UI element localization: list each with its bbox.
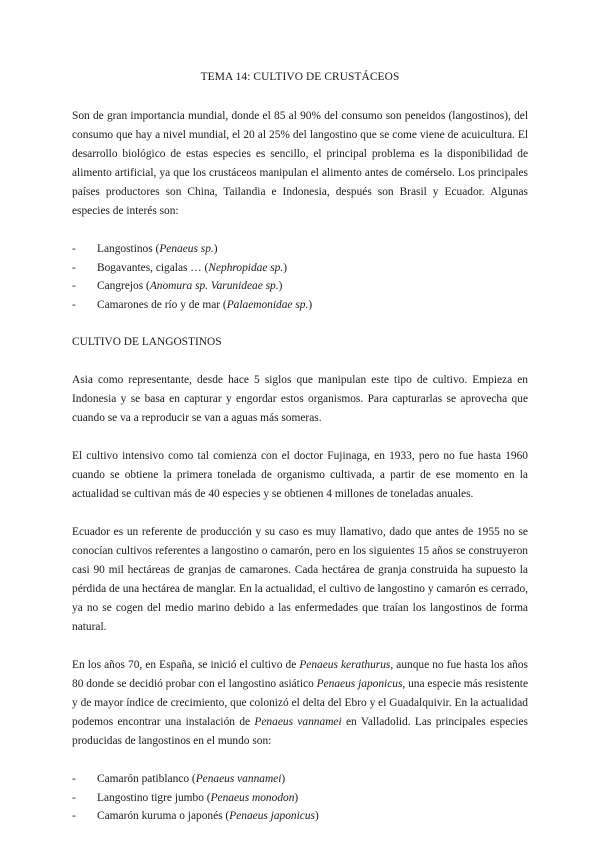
species-list-2 — [72, 770, 528, 826]
dash-bullet: - — [72, 810, 76, 822]
paragraph-intensivo: El cultivo intensivo como tal comienza con el doctor Fujinaga, en 1933, pero no fue hasta 1960 cuando se obtiene la primera tonelada de organismo cultivada, a partir de ese momento en la actualidad se cultivan más de 40 especies y se obtienen 4 millones de toneladas anuales. — [72, 450, 528, 500]
section-heading: CULTIVO DE LANGOSTINOS — [72, 336, 222, 348]
list-item: - Bogavantes, cigalas … (Nephropidae sp.) — [72, 259, 528, 278]
dash-bullet: - — [72, 773, 76, 785]
dash-bullet: - — [72, 298, 76, 311]
list-item: - Camarón patiblanco (Penaeus vannamei) — [72, 770, 528, 789]
list-item: - Camarones de río y de mar (Palaemonidae sp.) — [72, 296, 528, 315]
list-item: - Camarón kuruma o japonés (Penaeus japonicus) — [72, 807, 528, 826]
paragraph-espana: En los años 70, en España, se inició el cultivo de Penaeus kerathurus, aunque no fue hasta los años 80 donde se decidió probar con el langostino asiático Penaeus japonicus, una especie más resistente y de mayor índice de crecimiento, que colonizó el delta del Ebro y el Guadalquivir. En la actualidad podemos encontrar una instalación de Penaeus vannamei en Valladolid. Las principales especies producidas de langostinos en el mundo son: — [72, 659, 529, 747]
intro-paragraph: Son de gran importancia mundial, donde el 85 al 90% del consumo son peneidos (langostinos), del consumo que hay a nivel mundial, el 20 al 25% del langostino que se come viene de acuicultura. El desarrollo biológico de estas especies es sencillo, el principal problema es la disponibilidad de alimento artificial, ya que los crustáceos manipulan el alimento antes de comérselo. Los principales países productores son China, Tailandia e Indonesia, después son Brasil y Ecuador. Algunas especies de interés son: — [72, 110, 528, 217]
list-item: - Langostino tigre jumbo (Penaeus monodon) — [72, 789, 528, 808]
document-page — [72, 68, 528, 845]
paragraph-asia: Asia como representante, desde hace 5 siglos que manipulan este tipo de cultivo. Empieza en Indonesia y se basa en capturar y engordar estos organismos. Para capturarlas se aprovecha que cuando se va a reproducir se van a aguas más someras. — [72, 374, 528, 424]
dash-bullet: - — [72, 243, 76, 255]
dash-bullet: - — [72, 261, 76, 274]
dash-bullet: - — [72, 280, 76, 292]
list-item: - Langostinos (Penaeus sp.) — [72, 240, 528, 259]
paragraph-ecuador: Ecuador es un referente de producción y su caso es muy llamativo, dado que antes de 1955 no se conocían cultivos referentes a langostino o camarón, pero en los siguientes 15 años se construyeron casi 90 mil hectáreas de granjas de camarones. Cada hectárea de granja construida ha supuesto la pérdida de una hectárea de manglar. En la actualidad, el cultivo de langostino y camarón es cerrado, ya no se cogen del medio marino debido a las enfermedades que traían los langostinos de forma natural. — [72, 526, 528, 633]
dash-bullet: - — [72, 791, 76, 804]
species-list-1 — [72, 240, 528, 314]
document-title: TEMA 14: CULTIVO DE CRUSTÁCEOS — [200, 71, 400, 83]
list-item: - Cangrejos (Anomura sp. Varunideae sp.) — [72, 277, 528, 296]
